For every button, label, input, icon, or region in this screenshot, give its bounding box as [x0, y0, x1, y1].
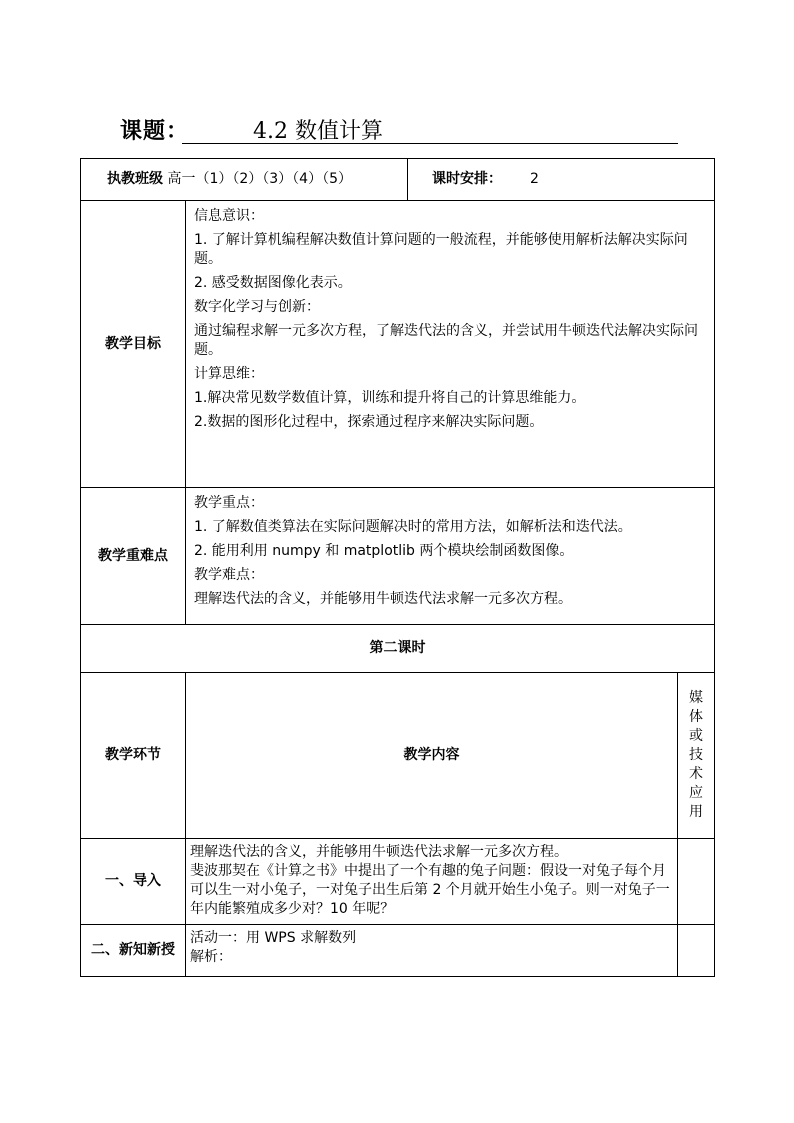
objective-line: 2.数据的图形化过程中，探索通过程序来解决实际问题。 — [194, 414, 544, 430]
objectives-label: 教学目标 — [81, 201, 186, 488]
content-column-header: 教学内容 — [186, 673, 678, 839]
lesson-plan-table — [80, 158, 715, 977]
stage-name: 一、导入 — [81, 839, 186, 925]
stage-column-header: 教学环节 — [81, 673, 186, 839]
media-char: 术 — [689, 765, 703, 782]
hours-cell — [408, 159, 715, 201]
objective-line: 信息意识： — [194, 208, 264, 224]
column-header-row — [81, 673, 715, 839]
class-value: 高一（1）（2）（3）（4）（5） — [167, 171, 352, 188]
media-char: 用 — [689, 803, 703, 820]
stage-name: 二、新知新授 — [81, 925, 186, 977]
key-point-line: 理解迭代法的含义，并能够用牛顿迭代法求解一元多次方程。 — [194, 591, 572, 607]
stage-line: 理解迭代法的含义，并能够用牛顿迭代法求解一元多次方程。 — [190, 844, 568, 860]
hours-value: 2 — [530, 171, 539, 188]
objective-line: 计算思维： — [194, 366, 264, 382]
title-underline — [182, 143, 678, 144]
key-point-line: 1. 了解数值类算法在实际问题解决时的常用方法，如解析法和迭代法。 — [194, 519, 632, 535]
stage-line: 可以生一对小兔子，一对兔子出生后第 2 个月就开始生小兔子。则一对兔子一 — [190, 881, 670, 898]
stage-row — [81, 925, 715, 977]
stage-line: 斐波那契在《计算之书》中提出了一个有趣的兔子问题：假设一对兔子每个月 — [190, 862, 666, 879]
stage-line: 活动一：用 WPS 求解数列 — [190, 930, 357, 946]
stage-row — [81, 839, 715, 925]
session-row — [81, 625, 715, 673]
media-column-header — [678, 673, 715, 839]
media-char: 或 — [689, 728, 703, 745]
hours-label: 课时安排： — [432, 171, 502, 188]
key-points-content — [186, 488, 715, 625]
objectives-row — [81, 201, 715, 488]
objective-line: 1. 了解计算机编程解决数值计算问题的一般流程，并能够使用解析法解决实际问题。 — [194, 232, 688, 267]
stage-media-cell — [678, 925, 715, 977]
title-label: 课题： — [120, 119, 190, 144]
media-char: 应 — [689, 784, 703, 801]
stage-line: 解析： — [190, 948, 232, 965]
objective-line: 2. 感受数据图像化表示。 — [194, 275, 352, 291]
objective-line: 通过编程求解一元多次方程，了解迭代法的含义，并尝试用牛顿迭代法解决实际问题。 — [194, 323, 698, 358]
media-char: 媒 — [689, 690, 703, 707]
key-points-label: 教学重难点 — [81, 488, 186, 625]
stage-content — [186, 925, 678, 977]
objective-line: 1.解决常见数学数值计算，训练和提升将自己的计算思维能力。 — [194, 390, 586, 406]
stage-media-cell — [678, 839, 715, 925]
info-row — [81, 159, 715, 201]
key-point-line: 教学难点： — [194, 567, 264, 583]
title-value: 4.2 数值计算 — [253, 119, 383, 144]
lesson-title — [120, 112, 680, 146]
class-cell — [81, 159, 408, 201]
objectives-content — [186, 201, 715, 488]
stage-content — [186, 839, 678, 925]
class-label: 执教班级 — [107, 171, 163, 188]
media-char: 技 — [689, 747, 703, 764]
objective-line: 数字化学习与创新： — [194, 299, 320, 315]
key-points-row — [81, 488, 715, 625]
key-point-line: 2. 能用利用 numpy 和 matplotlib 两个模块绘制函数图像。 — [194, 543, 574, 559]
session-label: 第二课时 — [81, 625, 715, 673]
stage-line: 年内能繁殖成多少对？10 年呢？ — [190, 900, 395, 917]
key-point-line: 教学重点： — [194, 495, 264, 511]
media-char: 体 — [689, 709, 703, 726]
